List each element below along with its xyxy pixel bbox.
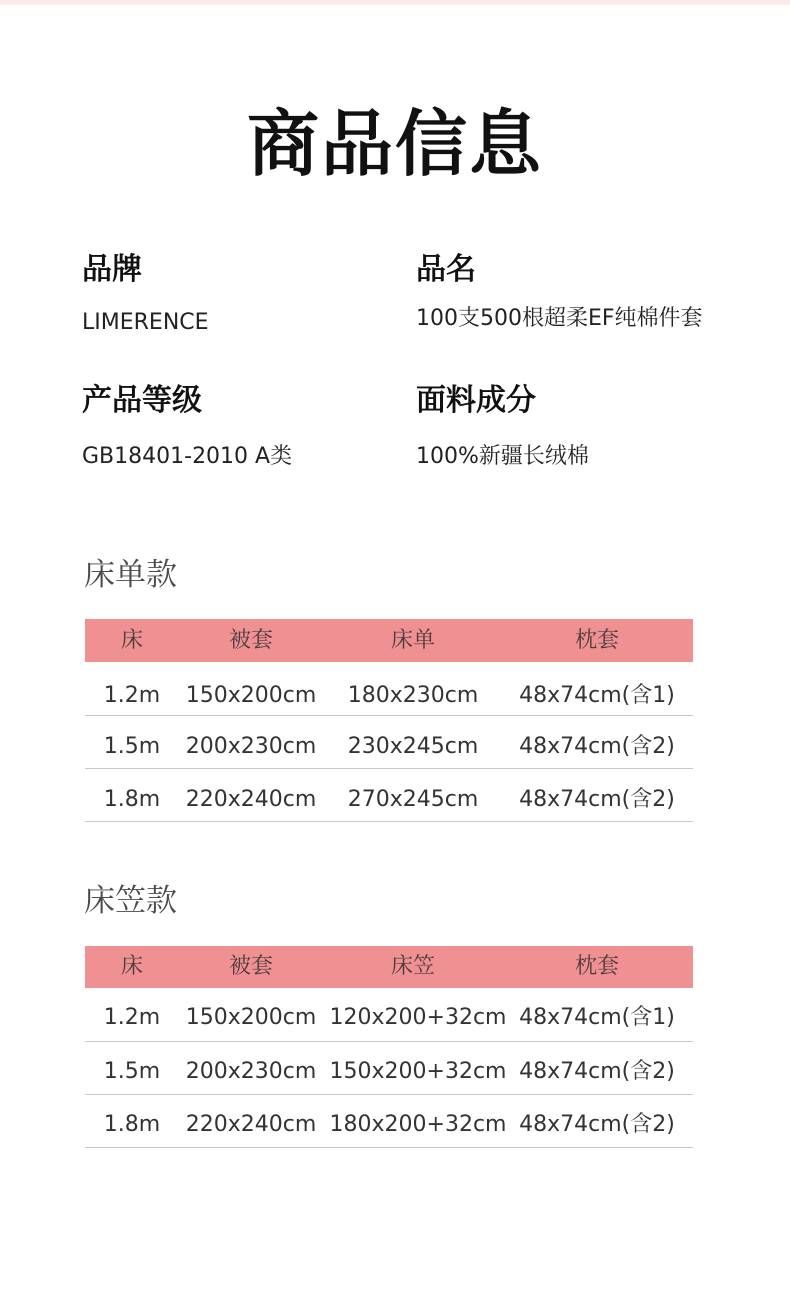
cell-duvet: 150x200cm bbox=[185, 1005, 317, 1030]
header-pillowcase: 枕套 bbox=[574, 954, 620, 979]
table-row bbox=[85, 662, 693, 716]
sheet-size-table bbox=[85, 619, 693, 822]
fabric-value: 100%新疆长绒棉 bbox=[416, 444, 589, 469]
header-bed: 床 bbox=[120, 628, 144, 653]
table-header bbox=[85, 619, 693, 662]
header-sheet: 床单 bbox=[390, 628, 436, 653]
cell-bed: 1.2m bbox=[103, 683, 161, 708]
sheet-section-title: 床单款 bbox=[84, 557, 177, 593]
info-brand bbox=[82, 250, 422, 338]
cell-sheet: 180x230cm bbox=[347, 683, 479, 708]
header-duvet: 被套 bbox=[228, 628, 274, 653]
fitted-size-table bbox=[85, 946, 693, 1148]
info-fabric bbox=[416, 381, 756, 472]
cell-duvet: 150x200cm bbox=[185, 683, 317, 708]
table-row bbox=[85, 716, 693, 769]
info-product-name bbox=[416, 250, 756, 334]
product-name-value: 100支500根超柔EF纯棉件套 bbox=[416, 306, 703, 331]
header-fitted-sheet: 床笠 bbox=[390, 954, 436, 979]
cell-duvet: 220x240cm bbox=[185, 787, 317, 812]
cell-pillowcase: 48x74cm(含1) bbox=[519, 1005, 675, 1030]
cell-sheet: 270x245cm bbox=[347, 787, 479, 812]
table-row bbox=[85, 1095, 693, 1148]
cell-pillowcase: 48x74cm(含2) bbox=[519, 1059, 675, 1084]
cell-pillowcase: 48x74cm(含2) bbox=[519, 1112, 675, 1137]
header-duvet: 被套 bbox=[228, 954, 274, 979]
top-strip bbox=[0, 0, 790, 5]
grade-label: 产品等级 bbox=[82, 383, 202, 418]
table-row bbox=[85, 988, 693, 1042]
cell-bed: 1.8m bbox=[103, 1112, 161, 1137]
table-row bbox=[85, 769, 693, 822]
header-bed: 床 bbox=[120, 954, 144, 979]
brand-label: 品牌 bbox=[82, 252, 142, 287]
cell-duvet: 200x230cm bbox=[185, 1059, 317, 1084]
grade-value: GB18401-2010 A类 bbox=[82, 444, 293, 469]
cell-pillowcase: 48x74cm(含1) bbox=[519, 683, 675, 708]
cell-duvet: 200x230cm bbox=[185, 734, 317, 759]
brand-value: LIMERENCE bbox=[82, 310, 209, 335]
cell-bed: 1.2m bbox=[103, 1005, 161, 1030]
table-header bbox=[85, 946, 693, 988]
cell-bed: 1.8m bbox=[103, 787, 161, 812]
fabric-label: 面料成分 bbox=[416, 383, 536, 418]
cell-pillowcase: 48x74cm(含2) bbox=[519, 787, 675, 812]
header-pillowcase: 枕套 bbox=[574, 628, 620, 653]
cell-sheet: 230x245cm bbox=[347, 734, 479, 759]
cell-bed: 1.5m bbox=[103, 1059, 161, 1084]
fitted-section-title: 床笠款 bbox=[84, 883, 177, 919]
cell-duvet: 220x240cm bbox=[185, 1112, 317, 1137]
cell-fitted-sheet: 150x200+32cm bbox=[329, 1059, 507, 1084]
info-grade bbox=[82, 381, 422, 472]
cell-pillowcase: 48x74cm(含2) bbox=[519, 734, 675, 759]
page-title: 商品信息 bbox=[246, 102, 543, 186]
cell-fitted-sheet: 180x200+32cm bbox=[329, 1112, 507, 1137]
table-row bbox=[85, 1042, 693, 1095]
cell-bed: 1.5m bbox=[103, 734, 161, 759]
cell-fitted-sheet: 120x200+32cm bbox=[329, 1005, 507, 1030]
product-name-label: 品名 bbox=[416, 252, 476, 287]
